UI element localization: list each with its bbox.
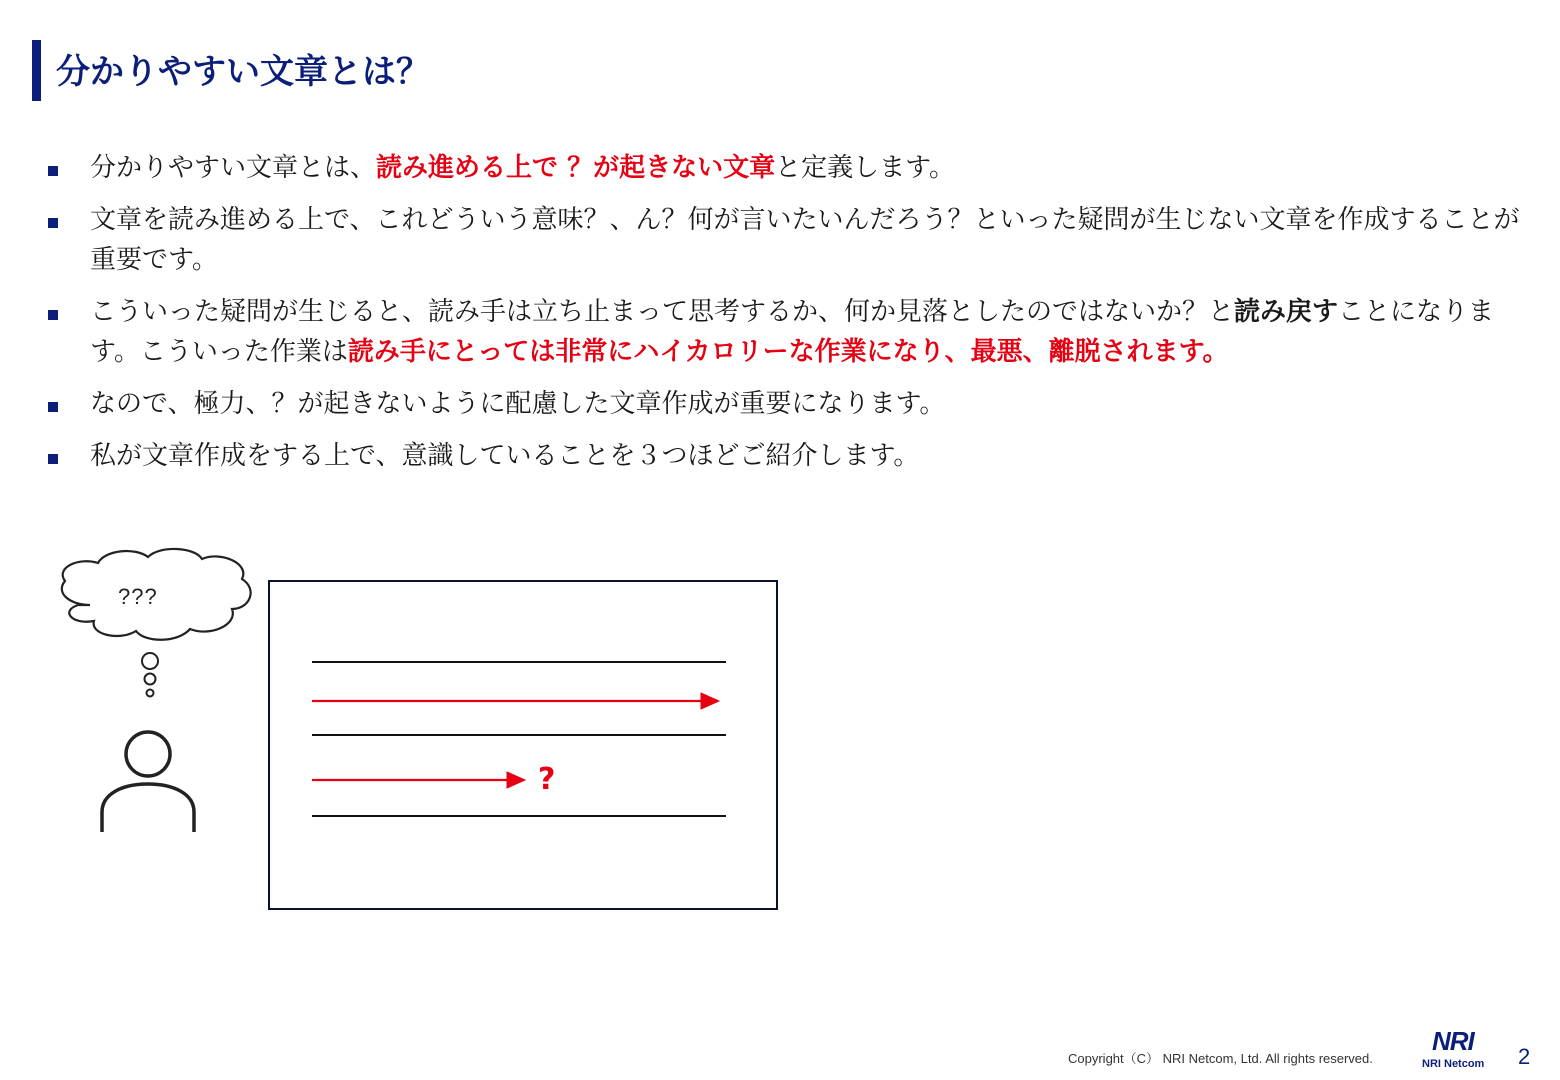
bullet-text: こういった疑問が生じると、読み手は立ち止まって思考するか、何か見落としたのではないか？と	[90, 297, 1235, 327]
bullet-square-icon	[48, 454, 58, 464]
bullet-emphasis-red: 読み進める上で ？が起きない文章	[376, 153, 776, 183]
bullet-text: ことになります。こういった作業は	[90, 297, 1495, 367]
bullet-item	[40, 200, 1520, 280]
bullet-square-icon	[48, 166, 58, 176]
bullet-square-icon	[48, 218, 58, 228]
title-accent-bar	[32, 40, 41, 101]
thought-text: ???	[118, 584, 158, 609]
page-number: 2	[1518, 1044, 1531, 1069]
bullet-text: 文章を読み進める上で、これどういう意味？、ん？何が言いたいんだろう？といった疑問が生じない文章を作成することが重要です。	[90, 205, 1520, 275]
copyright-text: Copyright（C） NRI Netcom, Ltd. All rights reserved.	[1068, 1051, 1373, 1066]
bullet-item	[40, 148, 1520, 188]
slide-title: 分かりやすい文章とは？	[56, 52, 430, 92]
nri-logo-subtext: NRI Netcom	[1422, 1058, 1485, 1070]
bullet-item	[40, 384, 1520, 424]
confusion-question-mark: ?	[538, 762, 556, 797]
bullet-item	[40, 436, 1520, 476]
bullet-text: と定義します。	[775, 153, 955, 183]
bullet-square-icon	[48, 402, 58, 412]
bullet-emphasis-red: 読み手にとっては非常にハイカロリーな作業になり、最悪、離脱されます。	[347, 337, 1229, 367]
bullet-item	[40, 292, 1520, 372]
person-icon	[90, 728, 208, 838]
bullet-text: 分かりやすい文章とは、	[90, 153, 377, 183]
bullet-text: なので、極力、？が起きないように配慮した文章作成が重要になります。	[90, 389, 946, 419]
bullet-emphasis-bold: 読み戻す	[1234, 297, 1339, 327]
bullet-list	[40, 148, 1520, 488]
bullet-square-icon	[48, 310, 58, 320]
bullet-text: 私が文章作成をする上で、意識していることを３つほどご紹介します。	[90, 441, 920, 471]
thought-cloud-icon	[50, 545, 260, 705]
nri-logo: NRI	[1432, 1026, 1474, 1056]
document-lines-diagram	[268, 580, 780, 912]
